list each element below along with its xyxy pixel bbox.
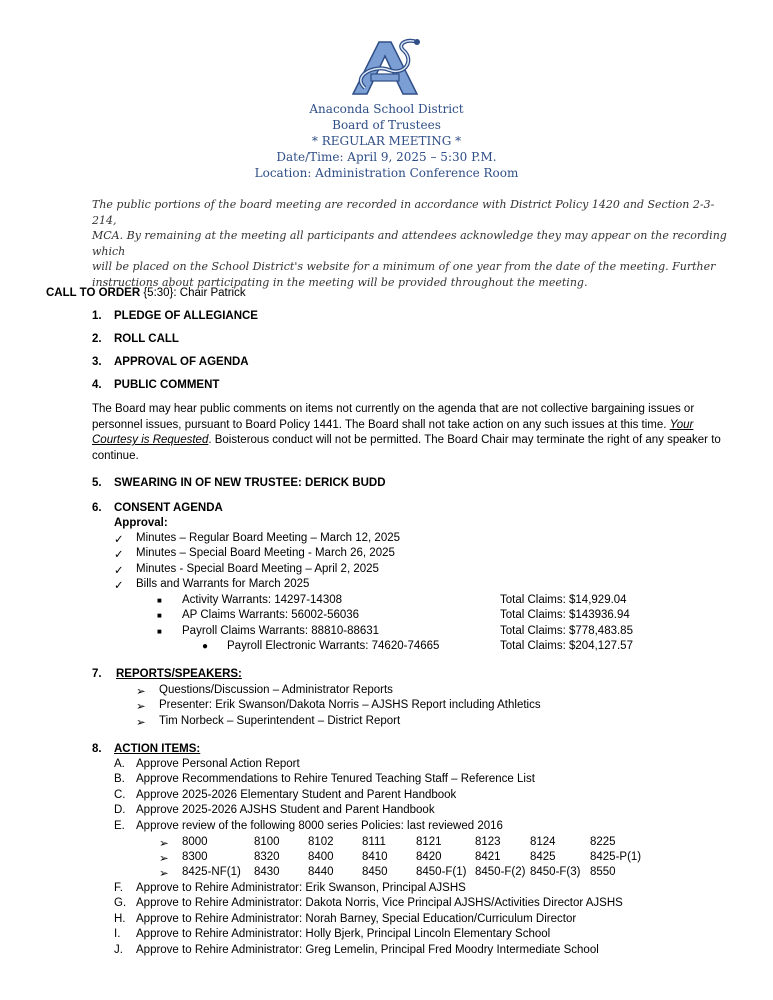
policy-number: 8100 [254,836,280,848]
meeting-type: * REGULAR MEETING * [311,134,462,148]
policy-number: 8320 [254,851,280,863]
item-roll-call: ROLL CALL [114,333,179,345]
report-item: Tim Norbeck – Superintendent – District Report [159,715,401,727]
policy-number: 8124 [530,836,556,848]
item-pledge: PLEDGE OF ALLEGIANCE [114,310,258,322]
action-letter: I. [114,928,121,940]
action-item: Approve review of the following 8000 series Policies: last reviewed 2016 [136,820,503,832]
policy-number: 8410 [362,851,388,863]
report-item: Questions/Discussion – Administrator Reports [159,684,393,696]
district-logo [345,36,425,98]
item-number: 3. [92,356,102,368]
public-comment-text [92,402,732,464]
square-bullet-icon: ■ [157,596,162,605]
item-public-comment: PUBLIC COMMENT [114,379,220,391]
warrant-label: Activity Warrants: 14297-14308 [182,594,343,606]
action-item: Approve to Rehire Administrator: Erik Swanson, Principal AJSHS [136,882,466,894]
district-name: Anaconda School District [309,102,464,116]
warrant-total: Total Claims: $14,929.04 [500,594,627,606]
recording-notice-line: instructions about participating in the meeting will be provided throughout the meeting. [92,275,588,289]
action-item: Approve to Rehire Administrator: Norah Barney, Special Education/Curriculum Director [136,913,577,925]
call-to-order-label: CALL TO ORDER [46,287,141,299]
item-reports-speakers: REPORTS/SPEAKERS: [116,668,242,680]
check-icon: ✓ [114,534,124,546]
policy-number: 8450-F(3) [530,866,581,878]
square-bullet-icon: ■ [157,627,162,636]
warrant-total: Total Claims: $143936.94 [500,609,630,621]
policy-number: 8000 [182,836,208,848]
public-comment-line [92,433,732,449]
snake-a-logo-icon [345,36,425,98]
courtesy-phrase: Your [669,418,694,431]
policy-number: 8111 [362,836,386,848]
policy-number: 8440 [308,866,334,878]
check-icon: ✓ [114,549,124,561]
warrant-label: AP Claims Warrants: 56002-56036 [182,609,360,621]
policy-number: 8225 [590,836,616,848]
public-comment-line: continue. [92,449,139,462]
action-letter: A. [114,758,125,770]
action-item: Approve to Rehire Administrator: Holly Bjerk, Principal Lincoln Elementary School [136,928,551,940]
warrant-label: Payroll Electronic Warrants: 74620-74665 [227,640,440,652]
policy-number: 8123 [475,836,501,848]
check-icon: ✓ [114,580,124,592]
policy-number: 8121 [416,836,442,848]
policy-number: 8450-F(2) [475,866,526,878]
action-item: Approve Recommendations to Rehire Tenured Teaching Staff – Reference List [136,773,535,785]
action-letter: D. [114,804,126,816]
item-number: 8. [92,743,102,755]
policy-number: 8425-NF(1) [182,866,241,878]
policy-number: 8450-F(1) [416,866,467,878]
item-approval-of-agenda: APPROVAL OF AGENDA [114,356,249,368]
item-number: 6. [92,502,102,514]
arrow-bullet-icon: ➢ [136,717,146,729]
report-item: Presenter: Erik Swanson/Dakota Norris – AJSHS Report including Athletics [159,699,541,711]
meeting-location: Location: Administration Conference Room [254,166,519,180]
item-number: 1. [92,310,102,322]
policy-number: 8102 [308,836,334,848]
warrant-label: Payroll Claims Warrants: 88810-88631 [182,625,380,637]
action-letter: E. [114,820,125,832]
policy-number: 8400 [308,851,334,863]
policy-number: 8550 [590,866,616,878]
item-number: 4. [92,379,102,391]
arrow-bullet-icon: ➢ [136,701,146,713]
policy-number: 8425 [530,851,556,863]
arrow-bullet-icon: ➢ [159,838,169,850]
public-comment-segment: . Boisterous conduct will not be permitted. The Board Chair may terminate the right of any speaker to [208,434,721,446]
item-action-items: ACTION ITEMS: [114,743,201,755]
policy-number: 8421 [475,851,501,863]
action-letter: H. [114,913,126,925]
policy-number: 8430 [254,866,280,878]
policy-number: 8300 [182,851,208,863]
recording-notice-line: will be placed on the School District's website for a minimum of one year from the date of the meeting. Further [92,260,716,273]
public-comment-line: The Board may hear public comments on items not currently on the agenda that are not collective bargaining issues or [92,403,695,415]
arrow-bullet-icon: ➢ [159,853,169,865]
public-comment-segment: personnel issues, pursuant to Board Policy 1441. The Board shall not take action on any such issues at this time. [92,418,670,431]
recording-notice [92,197,732,290]
item-consent-agenda: CONSENT AGENDA [114,502,223,514]
warrant-total: Total Claims: $778,483.85 [500,625,633,637]
item-number: 7. [92,668,102,680]
recording-notice-line: The public portions of the board meeting are recorded in accordance with District Policy 1420 and Section 2-3-214, [92,198,715,227]
consent-minutes-item: Minutes – Special Board Meeting - March 26, 2025 [136,547,395,559]
action-item: Approve 2025-2026 Elementary Student and Parent Handbook [136,789,457,801]
action-item: Approve to Rehire Administrator: Greg Lemelin, Principal Fred Moodry Intermediate School [136,944,599,956]
call-to-order [46,287,246,299]
action-item: Approve to Rehire Administrator: Dakota Norris, Vice Principal AJSHS/Activities Director AJSHS [136,897,623,909]
warrant-total: Total Claims: $204,127.57 [500,640,633,652]
courtesy-phrase: Courtesy is Requested [92,434,209,446]
arrow-bullet-icon: ➢ [159,868,169,880]
arrow-bullet-icon: ➢ [136,686,146,698]
policy-number: 8420 [416,851,442,863]
consent-bills-item: Bills and Warrants for March 2025 [136,578,310,590]
consent-minutes-item: Minutes – Regular Board Meeting – March 12, 2025 [136,532,401,544]
action-letter: G. [114,897,127,909]
board-name: Board of Trustees [332,118,441,132]
action-letter: C. [114,789,126,801]
meeting-datetime: Date/Time: April 9, 2025 – 5:30 P.M. [276,150,497,164]
call-to-order-detail: {5:30}: Chair Patrick [140,287,246,299]
consent-approval-label: Approval: [114,517,168,529]
policy-number: 8425-P(1) [590,851,642,863]
action-letter: B. [114,773,125,785]
action-letter: F. [114,882,123,894]
item-number: 2. [92,333,102,345]
public-comment-line [92,418,732,434]
item-number: 5. [92,477,102,489]
check-icon: ✓ [114,565,124,577]
action-letter: J. [114,944,123,956]
policy-number: 8450 [362,866,388,878]
action-item: Approve Personal Action Report [136,758,300,770]
consent-minutes-item: Minutes - Special Board Meeting – April 2, 2025 [136,563,379,575]
round-bullet-icon: ● [202,641,209,652]
recording-notice-line: MCA. By remaining at the meeting all participants and attendees acknowledge they may appear on the recording which [92,229,727,258]
action-item: Approve 2025-2026 AJSHS Student and Parent Handbook [136,804,435,816]
item-swearing-in: SWEARING IN OF NEW TRUSTEE: DERICK BUDD [114,477,386,489]
square-bullet-icon: ■ [157,611,162,620]
